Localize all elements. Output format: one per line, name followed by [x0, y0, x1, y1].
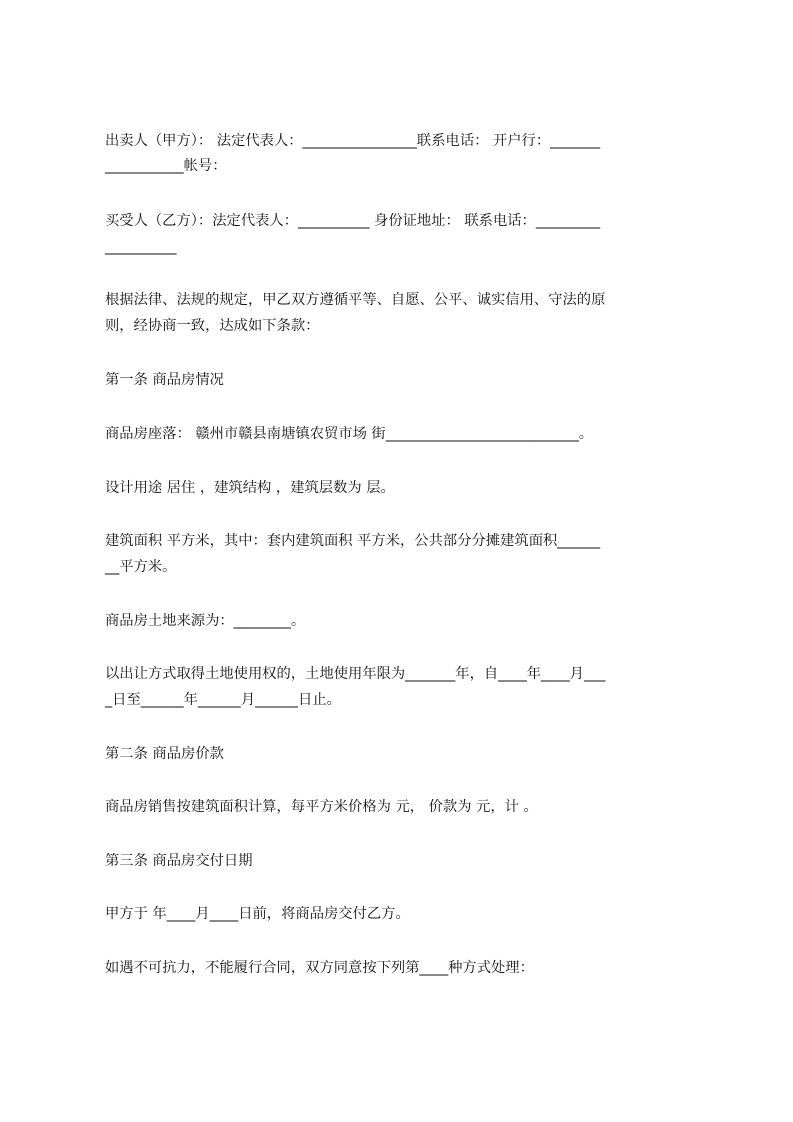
- buyer-line-2: __________: [105, 239, 177, 255]
- area-line-1: 建筑面积 平方米，其中：套内建筑面积 平方米，公共部分分摊建筑面积______: [105, 533, 601, 549]
- land-source-line: 商品房土地来源为：________。: [105, 613, 306, 629]
- seller-line-1: 出卖人（甲方）： 法定代表人：________________联系电话： 开户行：_______: [105, 133, 601, 149]
- force-majeure-line: 如遇不可抗力，不能履行合同，双方同意按下列第____种方式处理：: [105, 960, 534, 976]
- land-term-line-2: _日至______年______月______日止。: [105, 692, 341, 708]
- buyer-line-1: 买受人（乙方）：法定代表人：__________ 身份证地址： 联系电话：_________: [105, 213, 601, 229]
- area-line-2: __平方米。: [105, 559, 177, 575]
- seller-line-2: ___________帐号：: [105, 158, 227, 174]
- delivery-line: 甲方于 年____月____日前，将商品房交付乙方。: [105, 906, 410, 922]
- article-1-heading: 第一条 商品房情况: [105, 372, 224, 388]
- preamble-line-2: 则，经协商一致，达成如下条款：: [105, 318, 320, 334]
- preamble-line-1: 根据法律、法规的规定，甲乙双方遵循平等、自愿、公平、诚实信用、守法的原: [105, 292, 606, 308]
- land-term-line-1: 以出让方式取得土地使用权的，土地使用年限为_______年，自____年____月___: [105, 666, 606, 682]
- price-line: 商品房销售按建筑面积计算，每平方米价格为 元， 价款为 元，计 。: [105, 799, 538, 815]
- article-3-heading: 第三条 商品房交付日期: [105, 853, 253, 869]
- article-2-heading: 第二条 商品房价款: [105, 746, 224, 762]
- location-line: 商品房座落： 赣州市赣县南塘镇农贸市场 街___________________________。: [105, 426, 594, 442]
- design-line: 设计用途 居住 ，建筑结构 ，建筑层数为 层。: [105, 480, 395, 496]
